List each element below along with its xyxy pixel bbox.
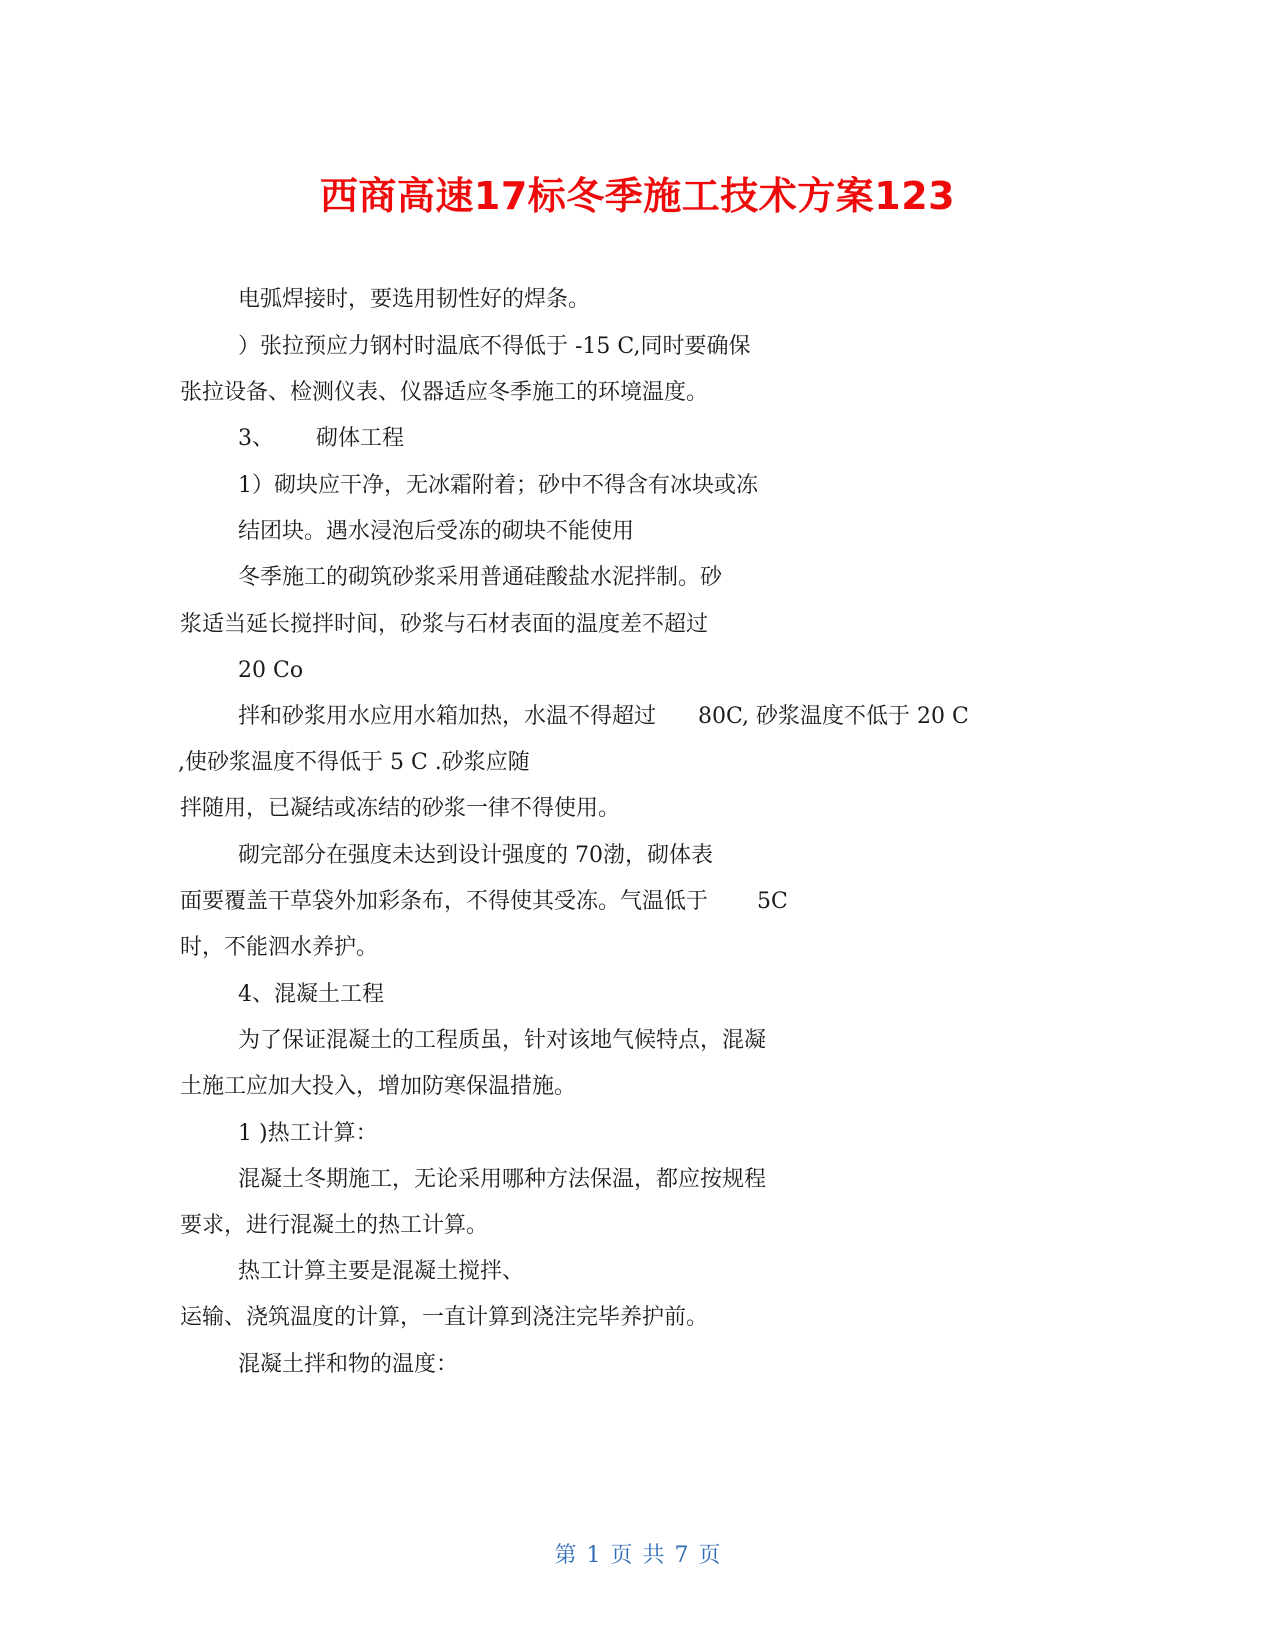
- body-line: 为了保证混凝土的工程质虽，针对该地气候特点，混凝: [238, 1028, 767, 1053]
- body-line: 土施工应加大投入，增加防寒保温措施。: [180, 1074, 577, 1099]
- body-line: 3、 砌体工程: [238, 426, 404, 451]
- body-line: ,使砂浆温度不得低于 5 C .砂浆应随: [178, 750, 530, 775]
- page-label-mid: 页: [610, 1543, 633, 1568]
- page-label-post: 页: [698, 1543, 721, 1568]
- page-label-pre: 第: [554, 1543, 577, 1568]
- body-line: 时，不能泗水养护。: [180, 935, 379, 960]
- body-line: 电弧焊接时，要选用韧性好的焊条。: [238, 287, 591, 312]
- body-line: 浆适当延长搅拌时间，砂浆与石材表面的温度差不超过: [180, 612, 709, 637]
- body-line: 热工计算主要是混凝土搅拌、: [238, 1259, 525, 1284]
- body-line: 运输、浇筑温度的计算，一直计算到浇注完毕养护前。: [180, 1305, 709, 1330]
- current-page-number: 1: [586, 1543, 601, 1568]
- body-line: 4、混凝土工程: [238, 982, 384, 1007]
- body-line: 混凝土冬期施工，无论采用哪种方法保温，都应按规程: [238, 1167, 767, 1192]
- page-footer: [0, 1538, 1275, 1569]
- total-page-count: 7: [674, 1543, 689, 1568]
- body-line: 砌完部分在强度未达到设计强度的 70渤，砌体表: [238, 843, 713, 868]
- body-line: ）张拉预应力钢村时温底不得低于 -15 C,同时要确保: [238, 334, 751, 359]
- body-line: 20 Co: [238, 658, 304, 683]
- document-title: 西商高速17标冬季施工技术方案123: [319, 174, 956, 218]
- body-line: 混凝土拌和物的温度：: [238, 1352, 459, 1377]
- body-line: 张拉设备、检测仪表、仪器适应冬季施工的环境温度。: [180, 380, 709, 405]
- body-line: 拌随用，已凝结或冻结的砂浆一律不得使用。: [180, 796, 621, 821]
- body-line: 拌和砂浆用水应用水箱加热，水温不得超过 80C, 砂浆温度不低于 20 C: [238, 704, 969, 729]
- body-line: 1 )热工计算：: [238, 1121, 378, 1146]
- body-line: 结团块。遇水浸泡后受冻的砌块不能使用: [238, 519, 635, 544]
- body-line: 面要覆盖干草袋外加彩条布，不得使其受冻。气温低于 5C: [180, 889, 788, 914]
- body-line: 冬季施工的砌筑砂浆采用普通硅酸盐水泥拌制。砂: [238, 565, 723, 590]
- body-line: 1）砌块应干净，无冰霜附着；砂中不得含有冰块或冻: [238, 473, 758, 498]
- total-label: 共: [642, 1543, 665, 1568]
- body-line: 要求，进行混凝土的热工计算。: [180, 1213, 489, 1238]
